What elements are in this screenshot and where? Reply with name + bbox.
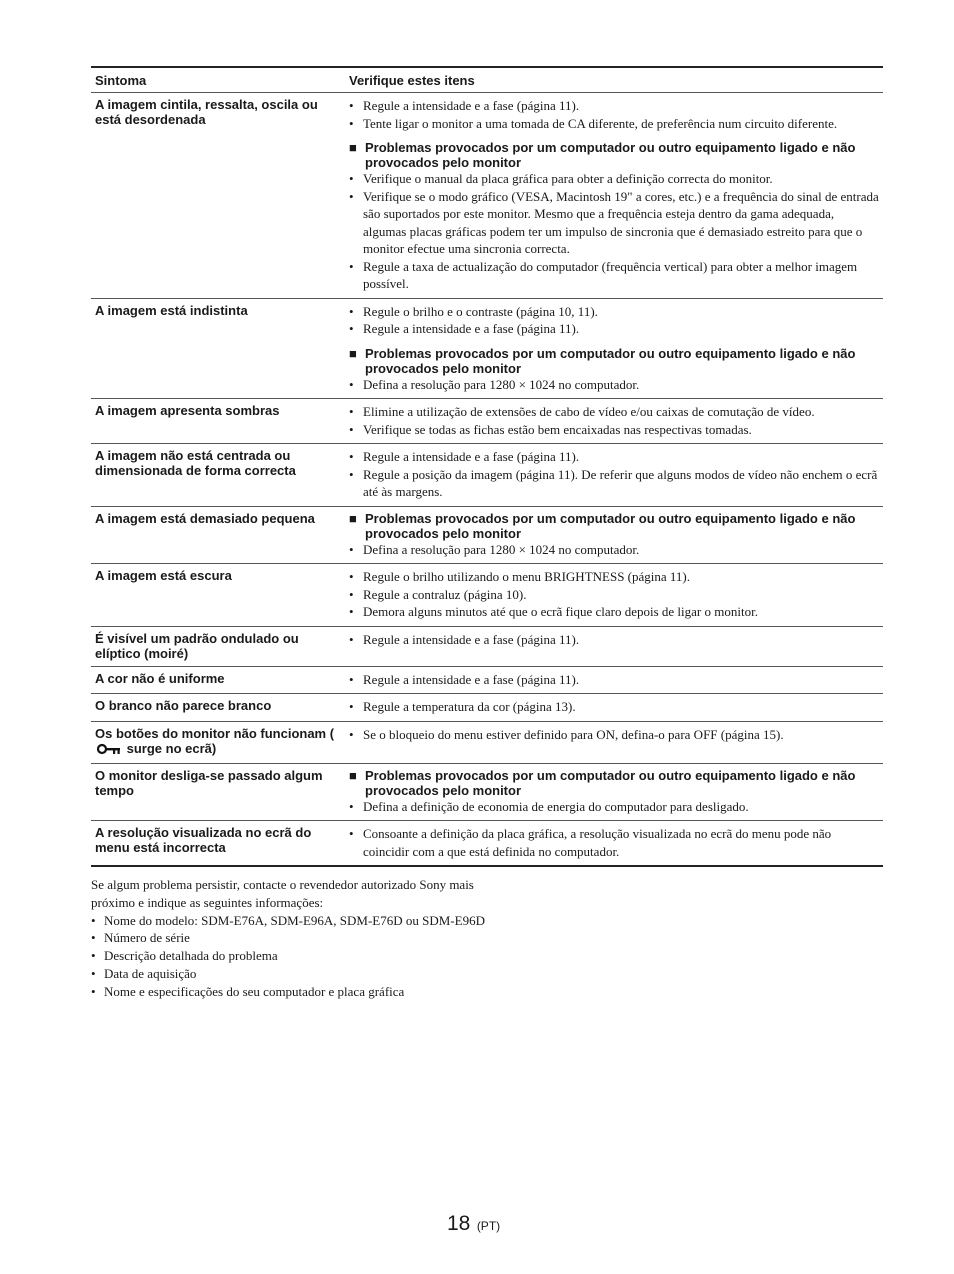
symptom-cell — [91, 763, 345, 821]
contact-info-item — [91, 947, 491, 965]
check-item-text: Defina a resolução para 1280 × 1024 no computador. — [363, 376, 640, 392]
check-list — [349, 671, 879, 689]
symptom-cell — [91, 564, 345, 627]
symptom-text-after: surge no ecrã) — [123, 740, 217, 756]
check-item — [349, 798, 879, 816]
symptom-cell — [91, 93, 345, 299]
check-item-text: Regule a intensidade e a fase (página 11). — [363, 321, 580, 336]
table-row — [91, 399, 883, 444]
check-list — [349, 825, 879, 860]
bullet-icon: • — [91, 983, 96, 999]
square-bullet-icon: ■ — [349, 345, 357, 361]
table-row — [91, 666, 883, 694]
page-language: (PT) — [476, 1219, 501, 1233]
bullet-icon: • — [349, 466, 354, 482]
table-row — [91, 93, 883, 299]
checks-cell — [345, 821, 883, 867]
bullet-icon: • — [349, 98, 354, 113]
contact-intro: Se algum problema persistir, contacte o revendedor autorizado Sony mais próximo e indique as seguintes informações: — [91, 877, 474, 910]
bullet-icon: • — [349, 798, 354, 814]
bullet-icon: • — [349, 376, 354, 392]
bullet-icon: • — [349, 671, 354, 687]
check-item — [349, 320, 879, 338]
check-list — [349, 97, 879, 132]
bullet-icon: • — [349, 171, 354, 186]
contact-info-list — [91, 912, 491, 1001]
check-item-text: Defina a resolução para 1280 × 1024 no computador. — [363, 541, 640, 557]
check-item — [349, 258, 879, 293]
bullet-icon: • — [349, 303, 354, 319]
check-item — [349, 403, 879, 421]
square-bullet-icon: ■ — [349, 140, 357, 155]
check-column-header: Verifique estes itens — [345, 67, 883, 93]
bullet-icon: • — [91, 912, 96, 928]
check-item-text: Regule a posição da imagem (página 11). De referir que alguns modos de vídeo não enchem o ecrã até às margens. — [363, 466, 878, 499]
symptom-text: A imagem está demasiado pequena — [95, 510, 315, 526]
check-item-text: Regule a intensidade e a fase (página 11). — [363, 98, 580, 113]
check-list — [349, 568, 879, 621]
bullet-icon: • — [91, 930, 96, 946]
check-item — [349, 170, 879, 188]
check-item-text: Regule a temperatura da cor (página 13). — [363, 699, 576, 714]
bullet-icon: • — [349, 586, 354, 602]
symptom-text: A resolução visualizada no ecrã do menu está incorrecta — [95, 825, 312, 855]
check-item-text: Consoante a definição da placa gráfica, a resolução visualizada no ecrã do menu pode não coincidir com a que está definida no computador. — [363, 826, 832, 859]
check-item-text: Verifique o manual da placa gráfica para obter a definição correcta do monitor. — [363, 171, 773, 186]
check-list — [349, 376, 879, 394]
key-icon — [96, 743, 122, 758]
checks-cell — [345, 666, 883, 694]
check-list — [349, 170, 879, 293]
check-item — [349, 466, 879, 501]
check-item-text: Defina a definição de economia de energia do computador para desligado. — [363, 798, 749, 814]
contact-note — [91, 876, 491, 1001]
contact-info-item — [91, 965, 491, 983]
problem-subheading — [349, 511, 879, 541]
problem-subheading — [349, 768, 879, 798]
symptom-text: A imagem está indistinta — [95, 302, 248, 318]
bullet-icon: • — [349, 188, 354, 204]
contact-info-text: Número de série — [104, 930, 190, 946]
table-body — [91, 93, 883, 867]
check-item — [349, 631, 879, 649]
symptom-column-header: Sintoma — [91, 67, 345, 93]
check-list — [349, 448, 879, 501]
square-bullet-icon: ■ — [349, 510, 357, 526]
check-item-text: Tente ligar o monitor a uma tomada de CA diferente, de preferência num circuito diferente. — [363, 115, 838, 131]
checks-cell — [345, 506, 883, 564]
symptom-cell — [91, 721, 345, 763]
check-item-text: Regule a contraluz (página 10). — [363, 586, 527, 602]
symptom-text: A imagem cintila, ressalta, oscila ou está desordenada — [95, 97, 318, 127]
symptom-text: A cor não é uniforme — [95, 670, 225, 686]
symptom-text: O branco não parece branco — [95, 698, 272, 713]
bullet-icon: • — [349, 604, 354, 619]
table-row — [91, 721, 883, 763]
bullet-icon: • — [349, 726, 354, 742]
troubleshooting-table — [91, 66, 883, 867]
bullet-icon: • — [349, 321, 354, 336]
problem-subheading — [349, 140, 879, 170]
check-item-text: Regule o brilho e o contraste (página 10, 11). — [363, 303, 598, 319]
check-item — [349, 825, 879, 860]
check-list — [349, 726, 879, 744]
check-list — [349, 798, 879, 816]
troubleshooting-section — [91, 66, 883, 867]
table-row — [91, 298, 883, 399]
check-item-text: Regule a intensidade e a fase (página 11). — [363, 671, 580, 687]
check-item — [349, 448, 879, 466]
subheading-text: Problemas provocados por um computador ou outro equipamento ligado e não provocados pelo monitor — [365, 510, 856, 541]
bullet-icon: • — [349, 569, 354, 584]
page-number-value: 18 — [447, 1212, 471, 1235]
check-item-text: Se o bloqueio do menu estiver definido para ON, defina-o para OFF (página 15). — [363, 726, 784, 742]
symptom-cell — [91, 399, 345, 444]
checks-cell — [345, 93, 883, 299]
check-list — [349, 541, 879, 559]
symptom-text: A imagem apresenta sombras — [95, 403, 280, 418]
check-item-text: Regule a intensidade e a fase (página 11). — [363, 631, 580, 647]
check-item-text: Regule a taxa de actualização do computador (frequência vertical) para obter a melhor imagem possível. — [363, 258, 858, 291]
subheading-text: Problemas provocados por um computador ou outro equipamento ligado e não provocados pelo monitor — [365, 345, 856, 376]
contact-info-item — [91, 929, 491, 947]
subheading-text: Problemas provocados por um computador ou outro equipamento ligado e não provocados pelo monitor — [365, 767, 856, 798]
check-item-text: Elimine a utilização de extensões de cabo de vídeo e/ou caixas de comutação de vídeo. — [363, 404, 815, 419]
table-row — [91, 626, 883, 666]
symptom-cell — [91, 821, 345, 867]
check-item-text: Regule o brilho utilizando o menu BRIGHTNESS (página 11). — [363, 569, 690, 584]
checks-cell — [345, 694, 883, 722]
bullet-icon: • — [91, 965, 96, 981]
check-item — [349, 586, 879, 604]
symptom-cell — [91, 298, 345, 399]
table-row — [91, 564, 883, 627]
contact-info-text: Data de aquisição — [104, 965, 197, 981]
symptom-cell — [91, 626, 345, 666]
check-item — [349, 303, 879, 321]
symptom-text: Os botões do monitor não funcionam ( — [95, 725, 335, 741]
check-item — [349, 603, 879, 621]
table-row — [91, 763, 883, 821]
symptom-cell — [91, 444, 345, 507]
bullet-icon: • — [349, 699, 354, 714]
check-item-text: Verifique se todas as fichas estão bem encaixadas nas respectivas tomadas. — [363, 421, 752, 437]
checks-cell — [345, 444, 883, 507]
checks-cell — [345, 399, 883, 444]
check-item-text: Regule a intensidade e a fase (página 11). — [363, 449, 580, 464]
contact-info-text: Nome do modelo: SDM-E76A, SDM-E96A, SDM-E76D ou SDM-E96D — [104, 912, 485, 928]
check-item — [349, 698, 879, 716]
check-item — [349, 421, 879, 439]
symptom-text: O monitor desliga-se passado algum tempo — [95, 767, 323, 798]
square-bullet-icon: ■ — [349, 767, 357, 783]
problem-subheading — [349, 346, 879, 376]
checks-cell — [345, 763, 883, 821]
contact-info-text: Descrição detalhada do problema — [104, 948, 278, 964]
check-item — [349, 671, 879, 689]
bullet-icon: • — [349, 421, 354, 437]
check-list — [349, 303, 879, 338]
bullet-icon: • — [91, 948, 96, 964]
check-item-text: Verifique se o modo gráfico (VESA, Macintosh 19" a cores, etc.) e a frequência do sinal de entrada são suportados por este monitor. Mesmo que a frequência esteja dentro da gama adequada, algumas placas gráficas podem ter um impulso de sincronia que é demasiado estreito para que o monitor efectue uma sincronia correcta. — [363, 188, 879, 256]
bullet-icon: • — [349, 115, 354, 131]
symptom-text: A imagem está escura — [95, 568, 232, 583]
symptom-cell — [91, 694, 345, 722]
checks-cell — [345, 721, 883, 763]
bullet-icon: • — [349, 631, 354, 647]
bullet-icon: • — [349, 826, 354, 841]
symptom-text: A imagem não está centrada ou dimensionada de forma correcta — [95, 448, 296, 478]
check-item — [349, 726, 879, 744]
table-row — [91, 444, 883, 507]
contact-info-item — [91, 983, 491, 1001]
bullet-icon: • — [349, 404, 354, 419]
bullet-icon: • — [349, 258, 354, 274]
check-list — [349, 631, 879, 649]
symptom-cell — [91, 506, 345, 564]
check-item — [349, 376, 879, 394]
table-row — [91, 821, 883, 867]
bullet-icon: • — [349, 541, 354, 557]
checks-cell — [345, 564, 883, 627]
check-item — [349, 188, 879, 258]
table-row — [91, 506, 883, 564]
check-item — [349, 97, 879, 115]
check-item — [349, 115, 879, 133]
subheading-text: Problemas provocados por um computador ou outro equipamento ligado e não provocados pelo monitor — [365, 140, 856, 170]
bullet-icon: • — [349, 449, 354, 464]
check-item — [349, 541, 879, 559]
checks-cell — [345, 626, 883, 666]
check-item — [349, 568, 879, 586]
table-header-row — [91, 67, 883, 93]
table-row — [91, 694, 883, 722]
symptom-text: É visível um padrão ondulado ou elíptico (moiré) — [95, 630, 299, 661]
page-number — [447, 1212, 500, 1236]
symptom-cell — [91, 666, 345, 694]
checks-cell — [345, 298, 883, 399]
contact-info-text: Nome e especificações do seu computador e placa gráfica — [104, 983, 405, 999]
check-list — [349, 403, 879, 438]
check-item-text: Demora alguns minutos até que o ecrã fique claro depois de ligar o monitor. — [363, 604, 758, 619]
contact-info-item — [91, 912, 491, 930]
check-list — [349, 698, 879, 716]
